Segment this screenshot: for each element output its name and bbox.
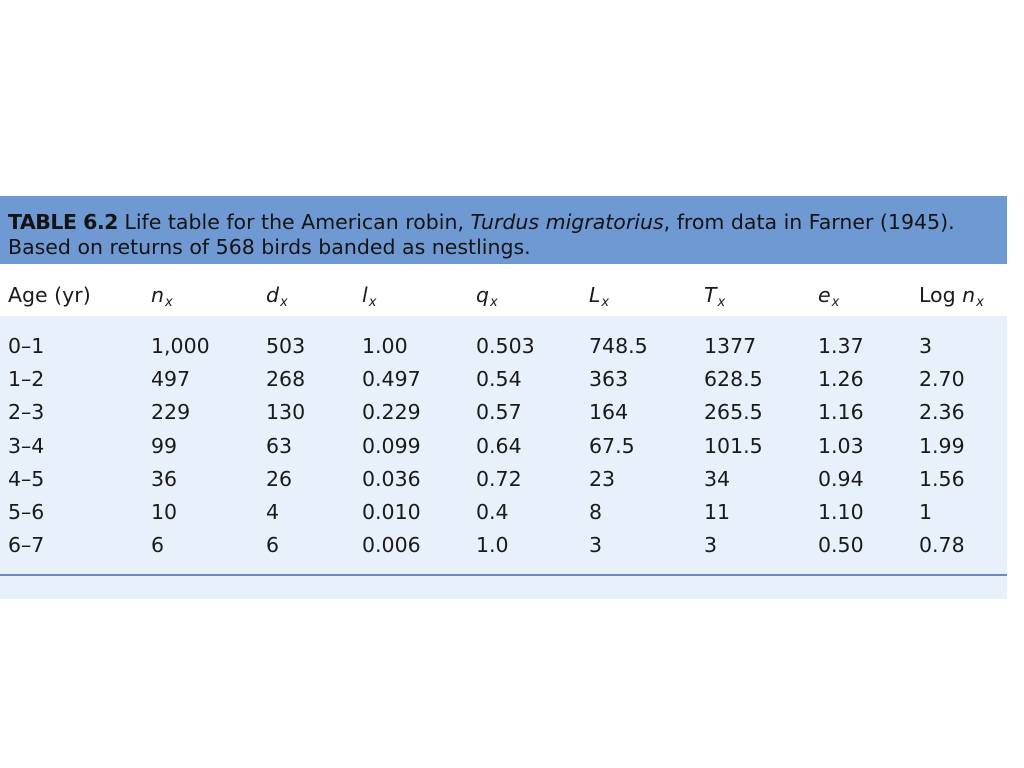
table-cell: 6–7: [8, 533, 45, 558]
table-cell: 63: [266, 433, 293, 458]
table-cell: 1.56: [919, 466, 965, 491]
column-header-nx-main: n: [151, 283, 164, 307]
table-cell: 0.78: [919, 533, 965, 558]
life-table-figure: [0, 196, 1007, 599]
column-header-ex-main: e: [818, 283, 831, 307]
caption-text-end: , from data in Farner (1945).: [663, 210, 955, 234]
table-cell: 0.94: [818, 466, 864, 491]
table-cell: 0.036: [362, 466, 421, 491]
caption-text-start: Life table for the American robin,: [117, 210, 471, 234]
table-cell: 748.5: [589, 334, 648, 358]
table-cell: 99: [151, 433, 178, 458]
column-header-Tx-main: T: [704, 283, 717, 307]
table-cell: 8: [589, 500, 603, 524]
column-header-age-text: Age (yr): [8, 283, 91, 307]
column-header-Lx: [589, 282, 609, 308]
table-cell: 1.03: [818, 433, 864, 458]
table-cell: 1.37: [818, 334, 864, 358]
table-cell: 0.50: [818, 533, 864, 558]
table-cell: 1: [919, 500, 933, 524]
column-header-qx-sub: x: [490, 295, 498, 310]
table-cell: 0–1: [8, 334, 45, 358]
table-cell: 6: [151, 533, 165, 558]
column-header-dx: [266, 282, 288, 308]
column-header-lx-sub: x: [368, 295, 377, 310]
column-header-log-nx-main: n: [962, 283, 976, 307]
column-header-log-nx: [919, 282, 984, 308]
table-cell: 0.229: [362, 400, 421, 425]
column-header-age: [8, 282, 91, 308]
table-cell: 36: [151, 466, 178, 491]
column-header-lx-main: l: [362, 283, 368, 307]
column-header-ex-sub: x: [831, 295, 840, 310]
table-cell: 229: [151, 400, 191, 425]
table-cell: 4: [266, 500, 280, 524]
table-cell: 628.5: [704, 367, 763, 392]
column-header-nx-sub: x: [165, 295, 173, 310]
table-cell: 2–3: [8, 400, 45, 425]
column-header-log-nx-sub: x: [976, 295, 984, 310]
table-bottom-rule: [0, 574, 1007, 576]
table-cell: 1377: [704, 334, 757, 358]
table-cell: 2.36: [919, 400, 965, 425]
column-header-qx-main: q: [476, 283, 490, 307]
table-cell: 4–5: [8, 466, 45, 491]
column-header-Lx-sub: x: [601, 295, 610, 310]
caption-line-2: Based on returns of 568 birds banded as nestlings.: [8, 235, 531, 259]
table-cell: 3–4: [8, 433, 45, 458]
table-cell: 1,000: [151, 334, 210, 358]
table-cell: 268: [266, 367, 306, 392]
table-cell: 1–2: [8, 367, 45, 392]
table-cell: 0.72: [476, 466, 522, 491]
table-cell: 3: [704, 533, 718, 558]
caption-species: Turdus migratorius: [470, 210, 664, 234]
table-cell: 0.006: [362, 533, 421, 558]
table-cell: 0.497: [362, 367, 421, 392]
table-cell: 0.54: [476, 367, 522, 392]
table-cell: 0.010: [362, 500, 421, 524]
table-cell: 503: [266, 334, 306, 358]
table-cell: 0.4: [476, 500, 509, 524]
table-cell: 0.57: [476, 400, 522, 425]
table-label: TABLE 6.2: [8, 210, 118, 234]
table-cell: 363: [589, 367, 629, 392]
table-cell: 26: [266, 466, 293, 491]
table-cell: 265.5: [704, 400, 763, 425]
table-cell: 130: [266, 400, 306, 425]
table-cell: 1.00: [362, 334, 408, 358]
table-cell: 1.99: [919, 433, 965, 458]
table-cell: 2.70: [919, 367, 965, 392]
table-cell: 23: [589, 466, 616, 491]
table-cell: 67.5: [589, 433, 635, 458]
column-header-Tx-sub: x: [717, 295, 726, 310]
table-cell: 1.16: [818, 400, 864, 425]
table-cell: 1.0: [476, 533, 509, 558]
table-cell: 10: [151, 500, 178, 524]
table-cell: 0.099: [362, 433, 421, 458]
column-header-ex: [818, 282, 839, 308]
column-header-qx: [476, 282, 498, 308]
table-cell: 0.64: [476, 433, 522, 458]
table-cell: 1.26: [818, 367, 864, 392]
table-cell: 34: [704, 466, 731, 491]
column-header-dx-main: d: [266, 283, 280, 307]
table-cell: 1.10: [818, 500, 864, 524]
column-header-Tx: [704, 282, 725, 308]
table-cell: 497: [151, 367, 191, 392]
table-cell: 101.5: [704, 433, 763, 458]
table-caption: [8, 210, 1003, 260]
column-header-Lx-main: L: [589, 283, 601, 307]
table-cell: 5–6: [8, 500, 45, 524]
column-header-log-text: Log: [919, 283, 963, 307]
column-header-dx-sub: x: [280, 295, 288, 310]
table-cell: 3: [589, 533, 603, 558]
table-cell: 0.503: [476, 334, 535, 358]
table-cell: 3: [919, 334, 933, 358]
table-cell: 164: [589, 400, 629, 425]
column-header-nx: [151, 282, 173, 308]
column-header-lx: [362, 282, 376, 308]
table-cell: 6: [266, 533, 280, 558]
table-cell: 11: [704, 500, 731, 524]
